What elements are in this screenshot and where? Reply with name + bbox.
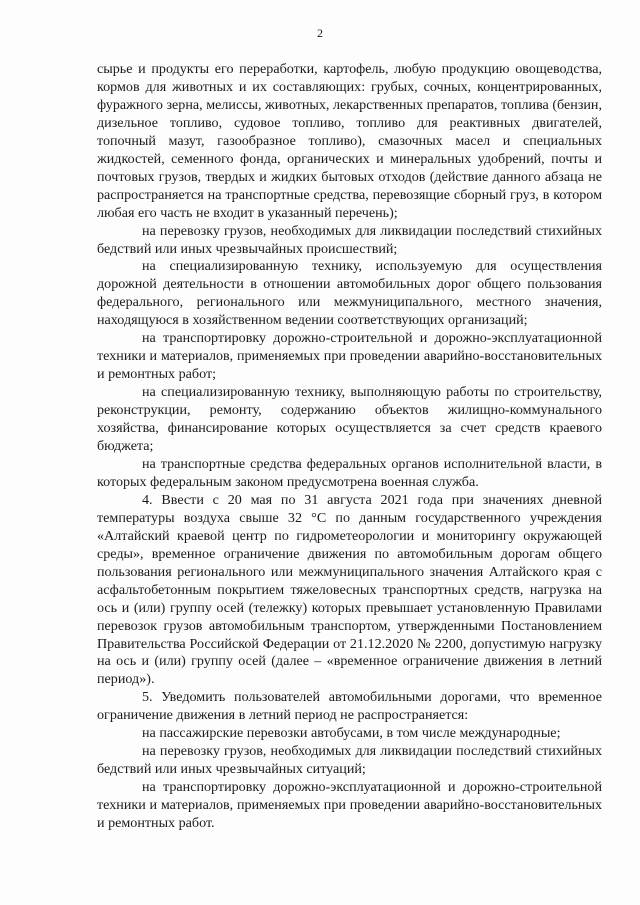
paragraph-10: на перевозку грузов, необходимых для ликвидации последствий стихийных бедствий или иных чрезвычайных ситуаций; <box>97 743 602 778</box>
paragraph-9: на пассажирские перевозки автобусами, в том числе международные; <box>142 725 561 742</box>
paragraph-11: на транспортировку дорожно-эксплуатационной и дорожно-строительной техники и материалов, применяемых при проведении аварийно-восстановительных и ремонтных работ. <box>97 779 602 832</box>
paragraph-8-item-5: 5. Уведомить пользователей автомобильными дорогами, что временное ограничение движения в летний период не распространяется: <box>97 689 602 724</box>
paragraph-6: на транспортные средства федеральных органов исполнительной власти, в которых федеральным законом предусмотрена военная служба. <box>97 455 602 490</box>
page-number: 2 <box>317 26 323 40</box>
paragraph-2: на перевозку грузов, необходимых для ликвидации последствий стихийных бедствий или иных чрезвычайных происшествий; <box>97 222 602 257</box>
paragraph-7-item-4: 4. Ввести с 20 мая по 31 августа 2021 года при значениях дневной температуры воздуха свыше 32 °С по данным государственного учреждения «Алтайский краевой центр по гидрометеорологии и мониторингу окружающей среды», временное ограничение движения по автомобильным дорогам общего пользования регионального или межмуниципального значения Алтайского края с асфальтобетонным покрытием тяжеловесных транспортных средств, нагрузка на ось и (или) группу осей (тележку) которых превышает установленную Правилами перевозок грузов автомобильным транспортом, утвержденными Постановлением Правительства Российской Федерации от 21.12.2020 № 2200, допустимую нагрузку на ось и (или) группу осей (далее – «временное ограничение движения в летний период»). <box>97 491 602 688</box>
paragraph-1: сырье и продукты его переработки, картофель, любую продукцию овощеводства, кормов для животных и их составляющих: грубых, сочных, концентрированных, фуражного зерна, мелиссы, животных, лекарственных препаратов, топлива (бензин, дизельное топливо, судовое топливо, топливо для реактивных двигателей, топочный мазут, газообразное топливо), смазочных масел и специальных жидкостей, семенного фонда, органических и минеральных удобрений, почты и почтовых грузов, твердых и жидких бытовых отходов (действие данного абзаца не распространяется на транспортные средства, перевозящие сборный груз, в котором любая его часть не входит в указанный перечень); <box>97 61 602 221</box>
paragraph-4: на транспортировку дорожно-строительной и дорожно-эксплуатационной техники и материалов, применяемых при проведении аварийно-восстановительных и ремонтных работ; <box>97 330 602 383</box>
document-body <box>97 61 602 833</box>
paragraph-5: на специализированную технику, выполняющую работы по строительству, реконструкции, ремонту, содержанию объектов жилищно-коммунального хозяйства, финансирование которых осуществляется за счет средств краевого бюджета; <box>97 384 602 455</box>
paragraph-3: на специализированную технику, используемую для осуществления дорожной деятельности в отношении автомобильных дорог общего пользования федерального, регионального или межмуниципального, местного значения, находящуюся в хозяйственном ведении соответствующих организаций; <box>97 258 602 329</box>
